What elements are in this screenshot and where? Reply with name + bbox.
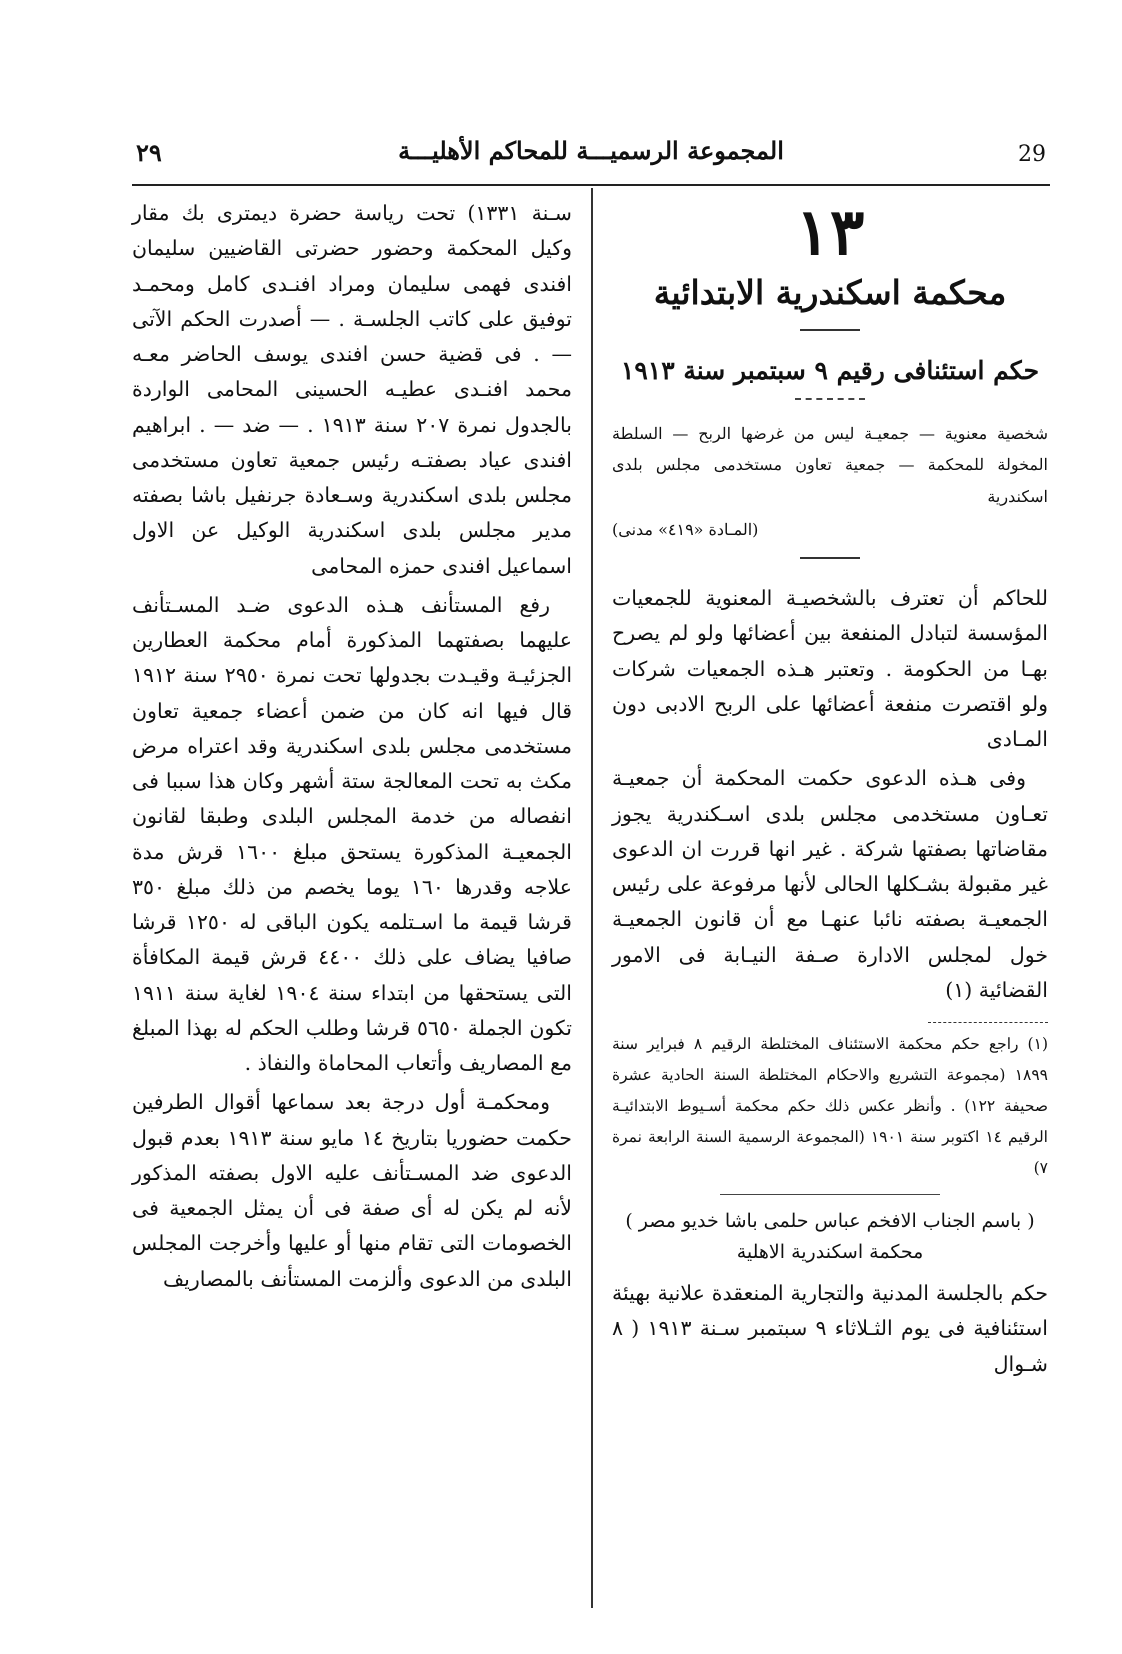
footnote-end-rule	[720, 1194, 940, 1195]
facts-paragraph: رفع المستأنف هـذه الدعوى ضـد المسـتأنف عليهما بصفتهما المذكورة أمام محكمة العطارين الجزئيـة وقيـدت بجدولها تحت نمرة ٢٩٥٠ سنة ١٩١٢ قال فيها انه كان من ضمن أعضاء جمعية تعاون مستخدمى مجلس بلدى اسكندرية وقد اعتراه مرض مكث به تحت المعالجة ستة أشهر وكان هذا سببا فى انفصاله من خدمة المجلس البلدى وطبقا لقانون الجمعيـة المذكورة يستحق مبلغ ١٦٠٠ قرش مدة علاجه وقدرها ١٦٠ يوما يخصم من ذلك مبلغ ٣٥٠ قرشا قيمة ما اسـتلمه يكون الباقى له ١٢٥٠ قرشا صافيا يضاف على ذلك ٤٤٠٠ قرش قيمة المكافأة التى يستحقها من ابتداء سنة ١٩٠٤ لغاية سنة ١٩١١ تكون الجملة ٥٦٥٠ قرشا وطلب الحكم له بهذا المبلغ مع المصاريف وأتعاب المحاماة والنفاذ .	[132, 592, 573, 1075]
local-court-name: محكمة اسكندرية الاهلية	[736, 1240, 924, 1263]
session-continuation-paragraph: سـنة ١٣٣١) تحت رياسة حضرة ديمترى بك مقار وكيل المحكمة وحضور حضرتى القاضيين سليمان افندى فهمى سليمان ومراد افنـدى كامل ومحمـد توفيق على كاتب الجلسـة . — أصدرت الحكم الآتى — . فى قضية حسن افندى يوسف الحاضر معـه محمد افنـدى عطيـه الحسينى المحامى الواردة بالجدول نمرة ٢٠٧ سنة ١٩١٣ . — ضد — . ابراهيم افندى عياد بصفتـه رئيس جمعية تعاون مستخدمى مجلس بلدى اسكندرية وسـعادة جرنفيل باشا بصفته مدير مجلس بلدى اسكندرية الوكيل عن الاول اسماعيل افندى حمزه المحامى	[132, 201, 572, 578]
footnote-rule	[928, 1022, 1048, 1023]
right-column	[612, 196, 1048, 1386]
footnote: (١) راجع حكم محكمة الاستئناف المختلطة الرقيم ٨ فبراير سنة ١٨٩٩ (مجموعة التشريع والاحكام المختلطة السنة الحادية عشرة صحيفة ١٢٢) . وأنظر عكس ذلك حكم محكمة أسـيوط الابتدائيـة الرقيم ١٤ اكتوبر سنة ١٩٠١ (المجموعة الرسمية السنة الرابعة نمرة ٧)	[612, 1035, 1048, 1178]
page-number-latin: 29	[1018, 142, 1046, 167]
article-reference: (المـادة «٤١٩» مدنى)	[612, 519, 759, 539]
keywords-summary: شخصية معنوية — جمعيـة ليس من غرضها الربح — السلطة المخولة للمحكمة — جمعية تعاون مستخدمى مجلس بلدى اسكندرية	[612, 424, 1048, 506]
heading-rule	[800, 329, 860, 331]
judgment-title: حكم استئنافى رقيم ٩ سبتمبر سنة ١٩١٣	[620, 356, 1040, 386]
column-divider	[591, 188, 593, 1608]
page-header	[130, 138, 1052, 174]
title-rule	[795, 398, 865, 400]
header-rule	[132, 184, 1050, 186]
headnote-paragraph: للحاكم أن تعترف بالشخصيـة المعنوية للجمعيات المؤسسة لتبادل المنفعة بين أعضائها ولو لم يصرح بهـا من الحكومة . وتعتبر هـذه الجمعيات شركات ولو اقتصرت منفعة أعضائها على الربح الادبى دون المـادى	[612, 586, 1048, 752]
running-title: المجموعة الرسميـــة للمحاكم الأهليـــة	[398, 136, 784, 165]
session-paragraph: حكم بالجلسة المدنية والتجارية المنعقدة علانية بهيئة استئنافية فى يوم الثـلاثاء ٩ سبتمبر سـنة ١٩١٣ ( ٨ شـوال	[612, 1281, 1048, 1376]
page-number-arabic: ٢٩	[136, 138, 162, 167]
left-column	[132, 196, 572, 1301]
body-paragraph: وفى هـذه الدعوى حكمت المحكمة أن جمعيـة تعـاون مستخدمى مجلس بلدى اسـكندرية يجوز مقاضاتها بصفتها شركة . غير انها قررت ان الدعوى غير مقبولة بشـكلها الحالى لأنها مرفوعة على رئيس الجمعيـة بصفته نائبا عنهـا مع أن قانون الجمعيـة خول لمجلس الادارة صـفة النيـابة فى الامور القضائية (١)	[612, 766, 1048, 1002]
court-name-heading: محكمة اسكندرية الابتدائية	[653, 273, 1007, 313]
first-instance-paragraph: ومحكمـة أول درجة بعد سماعها أقوال الطرفين حكمت حضوريا بتاريخ ١٤ مايو سنة ١٩١٣ بعدم قبول الدعوى ضد المسـتأنف عليه الاول بصفته المذكور لأنه لم يكن له أى صفة فى أن يمثل الجمعية فى الخصومات التى تقام منها أو عليها وأخرجت المجلس البلدى من الدعوى وألزمت المستأنف بالمصاريف	[132, 1090, 572, 1291]
case-number: ١٣	[795, 195, 865, 270]
summary-rule	[800, 557, 860, 559]
royal-invocation: ( باسم الجناب الافخم عباس حلمى باشا خديو مصر )	[625, 1210, 1035, 1233]
